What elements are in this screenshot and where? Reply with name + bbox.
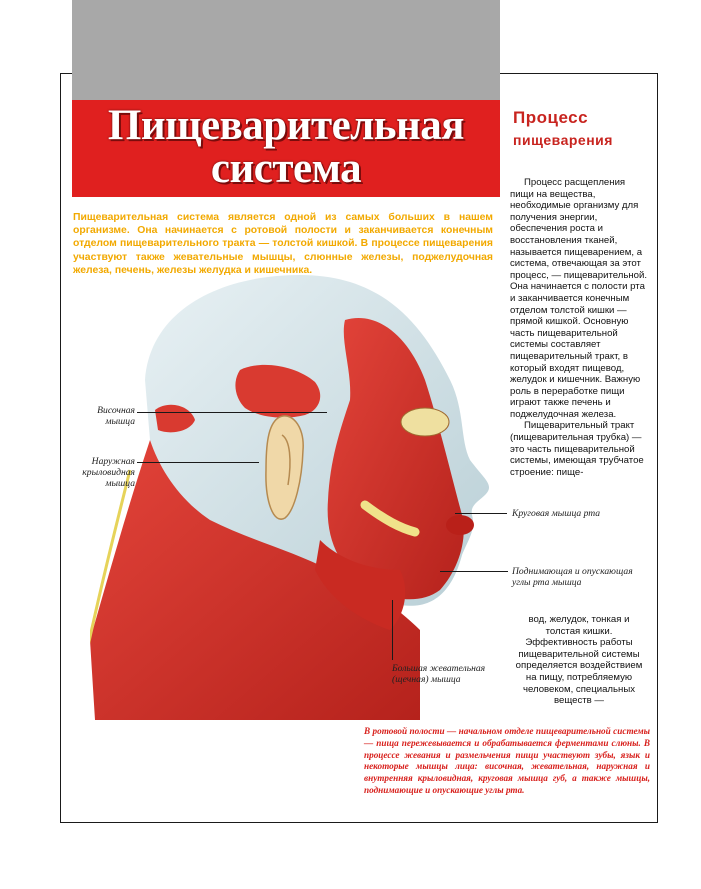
section-heading-line-2: пищеварения [513,132,613,148]
frame-top-line [60,73,72,74]
label-depressor-muscle: Поднимающая и опускающая углы рта мышца [512,566,633,588]
lips-shape [446,515,474,535]
figure-caption: В ротовой полости — начальном отделе пищеварительной системы — пища пережевывается и обрабатывается ферментами слюны. В процессе жевания и размельчения пищи участвуют зубы, язык и некоторые мышцы лица: височная, жевательная, наружная и внутренняя крыловидная, круговая мышца губ, а также мышцы, поднимающие и опускающие углы рта. [364,726,650,795]
label-temporal-muscle: Височная мышца [97,405,135,427]
eye-shape [401,408,449,436]
section-heading-line-1: Процесс [513,108,589,127]
label-orbicularis-muscle: Круговая мышца рта [512,508,601,519]
section-heading [513,107,663,151]
orbicularis-pointer [455,513,507,514]
frame-top-line-right [500,73,658,74]
column2-paragraph-2: Эффективность работы пищеварительной системы определяется воздействием на пищу, потребляемую человеком, специальных веществ — [515,637,643,707]
text-column-lower [510,614,648,707]
column1-paragraph-2: Пищеварительный тракт (пищеварительная трубка) — это часть пищеварительной системы, имеющая трубчатое строение: пище- [510,420,644,478]
header-gray-block [72,0,500,100]
column2-paragraph-1: вод, желудок, тонкая и толстая кишки. [528,614,630,637]
masseter-pointer [392,600,393,660]
title-line-2: система [210,145,362,192]
column1-paragraph-1: Процесс расщепления пищи на вещества, необходимые организму для получения энергии, обеспечения роста и восстановления тканей, называется пищеварением, а система, отвечающая за этот процесс, — пищеварительной. Она начинается с полости рта и заканчивается конечным отделом толстой кишки — прямой кишкой. Основную часть пищеварительной системы составляет пищеварительный тракт, в который входят пищевод, желудок и кишечник. Важную роль в переработке пищи играют также печень и поджелудочная железа. [510,177,648,420]
frame-right-line [657,73,658,823]
depressor-pointer [440,571,508,572]
intro-paragraph: Пищеварительная система является одной из самых больших в нашем организме. Она начинается с ротовой полости и заканчивается конечным отделом пищеварительного тракта — толстой кишкой. В процессе пищеварения участвуют также жевательные мышцы, слюнные железы, поджелудочная железа, печень, железы желудка и кишечника. [73,212,493,276]
frame-left-line [60,73,61,823]
page-title [72,104,500,190]
label-pterygoid-muscle: Наружная крыловидная мышца [82,456,135,489]
text-column-upper [510,177,648,478]
title-line-1: Пищеварительная [107,102,465,149]
label-masseter-muscle: Большая жевательная (щечная) мышца [392,663,486,685]
face-muscles [328,318,464,599]
head-muscles-illustration [90,270,510,720]
frame-bottom-line [60,822,658,823]
pterygoid-pointer [137,462,259,463]
temporal-pointer [137,412,327,413]
